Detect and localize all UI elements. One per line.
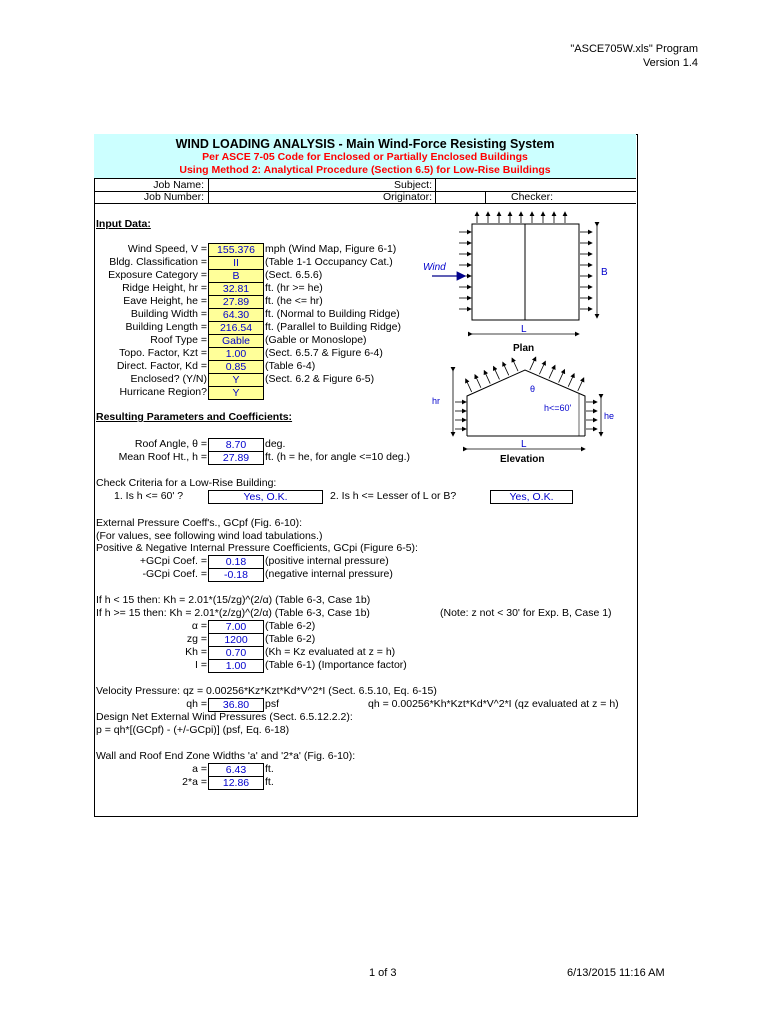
plan-left-arrows — [459, 232, 471, 309]
input-value[interactable]: Gable — [208, 334, 264, 348]
input-note: (Table 1-1 Occupancy Cat.) — [265, 256, 393, 268]
elevation-view — [432, 357, 614, 465]
sheet-subtitle-2: Using Method 2: Analytical Procedure (Section 6.5) for Low-Rise Buildings — [179, 164, 551, 176]
h60-label: h<=60' — [544, 403, 572, 413]
load-arrow — [466, 379, 472, 392]
2a-unit: ft. — [265, 776, 274, 788]
alpha-note: (Table 6-2) — [265, 620, 316, 632]
input-note: mph (Wind Map, Figure 6-1) — [265, 243, 397, 255]
input-note: ft. (hr >= he) — [265, 282, 323, 294]
load-arrow — [549, 365, 555, 378]
end-zone-heading: Wall and Roof End Zone Widths 'a' and '2*a' (Fig. 6-10): — [96, 750, 356, 762]
zg-label: zg = — [186, 633, 207, 645]
building-diagram — [415, 208, 630, 470]
subject-label: Subject: — [394, 179, 432, 191]
importance-note: (Table 6-1) (Importance factor) — [265, 659, 407, 671]
input-note: (Table 6-4) — [265, 360, 316, 372]
2a-value: 12.86 — [208, 776, 264, 790]
plan-view — [423, 212, 608, 354]
sheet-title: WIND LOADING ANALYSIS - Main Wind-Force Resisting System — [175, 137, 555, 151]
roof-angle-label: Roof Angle, θ = — [134, 438, 207, 450]
elevation-right-arrows — [586, 402, 597, 429]
load-arrow — [530, 357, 536, 370]
wind-label: Wind — [423, 262, 446, 273]
input-label: Direct. Factor, Kd = — [116, 360, 207, 372]
gcpi-neg-value: -0.18 — [208, 568, 264, 582]
zg-value: 1200 — [208, 633, 264, 647]
importance-value: 1.00 — [208, 659, 264, 673]
kh-formula-1: If h < 15 then: Kh = 2.01*(15/zg)^(2/α) (Table 6-3, Case 1b) — [96, 594, 371, 606]
elevation-label: Elevation — [500, 454, 545, 465]
load-arrow — [578, 378, 584, 391]
alpha-label: α = — [191, 620, 207, 632]
input-value[interactable]: 1.00 — [208, 347, 264, 361]
design-net-formula: p = qh*[(GCpf) - (+/-GCpi)] (psf, Eq. 6-18) — [96, 724, 290, 736]
title-box — [94, 134, 636, 179]
a-unit: ft. — [265, 763, 274, 775]
input-label: Eave Height, he = — [123, 295, 207, 307]
qh-formula: qh = 0.00256*Kh*Kzt*Kd*V^2*I (qz evaluated at z = h) — [368, 698, 619, 710]
roof-arrows — [466, 357, 584, 392]
input-note: (Gable or Monoslope) — [265, 334, 367, 346]
2a-label: 2*a = — [182, 776, 207, 788]
kh-label: Kh = — [185, 646, 207, 658]
input-note: (Sect. 6.5.7 & Figure 6-4) — [265, 347, 383, 359]
importance-label: I = — [195, 659, 207, 671]
dim-he-label: he — [604, 411, 615, 421]
input-label: Bldg. Classification = — [109, 256, 207, 268]
roof-angle-unit: deg. — [265, 438, 286, 450]
a-value: 6.43 — [208, 763, 264, 777]
input-label: Enclosed? (Y/N) — [130, 373, 207, 385]
input-value[interactable]: 64.30 — [208, 308, 264, 322]
input-label: Ridge Height, hr = — [122, 282, 207, 294]
mean-height-value: 27.89 — [208, 451, 264, 465]
int-coeff-heading: Positive & Negative Internal Pressure Coefficients, GCpi (Figure 6-5): — [96, 542, 418, 554]
a-label: a = — [192, 763, 207, 775]
load-arrow — [512, 358, 518, 371]
dim-l-label-elev: L — [521, 439, 527, 450]
print-date: 6/13/2015 11:16 AM — [567, 967, 665, 979]
input-value[interactable]: 155.376 — [208, 243, 264, 257]
qh-unit: psf — [265, 698, 280, 710]
design-net-heading: Design Net External Wind Pressures (Sect. 6.5.12.2.2): — [96, 711, 353, 723]
ext-coeff-note: (For values, see following wind load tabulations.) — [96, 530, 323, 542]
job-name-label: Job Name: — [153, 179, 204, 191]
sheet-subtitle-1: Per ASCE 7-05 Code for Enclosed or Partially Enclosed Buildings — [202, 151, 528, 163]
input-value[interactable]: B — [208, 269, 264, 283]
plan-right-arrows — [580, 232, 592, 309]
input-note: ft. (he <= hr) — [265, 295, 323, 307]
input-value[interactable]: 0.85 — [208, 360, 264, 374]
input-label: Topo. Factor, Kzt = — [119, 347, 207, 359]
input-label: Wind Speed, V = — [127, 243, 207, 255]
input-value[interactable]: 27.89 — [208, 295, 264, 309]
criteria-1-label: 1. Is h <= 60' ? — [114, 490, 184, 502]
dim-b-label: B — [601, 267, 608, 278]
job-col-1 — [208, 178, 209, 203]
input-label: Roof Type = — [150, 334, 207, 346]
load-arrow — [475, 375, 481, 388]
plan-label: Plan — [513, 343, 535, 354]
dim-l-label-plan: L — [521, 324, 527, 335]
kh-value: 0.70 — [208, 646, 264, 660]
input-label: Building Length = — [125, 321, 207, 333]
theta-label: θ — [530, 384, 536, 394]
input-value[interactable]: II — [208, 256, 264, 270]
ext-coeff-heading: External Pressure Coeff's., GCpf (Fig. 6-10): — [96, 517, 303, 529]
page-number: 1 of 3 — [369, 967, 397, 979]
criteria-heading: Check Criteria for a Low-Rise Building: — [96, 477, 277, 489]
zg-note: (Table 6-2) — [265, 633, 316, 645]
input-heading: Input Data: — [96, 218, 151, 230]
load-arrow — [559, 370, 565, 383]
kh-note: (Note: z not < 30' for Exp. B, Case 1) — [440, 607, 612, 619]
load-arrow — [539, 361, 545, 374]
criteria-1-value: Yes, O.K. — [208, 490, 323, 504]
originator-label: Originator: — [382, 191, 432, 203]
load-arrow — [503, 362, 509, 375]
input-value[interactable]: 32.81 — [208, 282, 264, 296]
criteria-2-value: Yes, O.K. — [490, 490, 573, 504]
velocity-pressure-heading: Velocity Pressure: qz = 0.00256*Kz*Kzt*Kd*V^2*I (Sect. 6.5.10, Eq. 6-15) — [96, 685, 437, 697]
gcpi-pos-label: +GCpi Coef. = — [139, 555, 207, 567]
input-note: (Sect. 6.2 & Figure 6-5) — [265, 373, 375, 385]
elevation-left-arrows — [455, 402, 466, 429]
input-label: Hurricane Region? — [119, 386, 207, 398]
gcpi-neg-label: -GCpi Coef. = — [142, 568, 207, 580]
gcpi-pos-note: (positive internal pressure) — [265, 555, 389, 567]
job-number-label: Job Number: — [143, 191, 204, 203]
program-name: "ASCE705W.xls" Program — [570, 43, 698, 55]
input-note: ft. (Parallel to Building Ridge) — [265, 321, 401, 333]
load-arrow — [493, 366, 499, 379]
criteria-2-label: 2. Is h <= Lesser of L or B? — [330, 490, 457, 502]
results-heading: Resulting Parameters and Coefficients: — [96, 411, 293, 423]
load-arrow — [568, 374, 574, 387]
kh-value-note: (Kh = Kz evaluated at z = h) — [265, 646, 396, 658]
checker-label: Checker: — [510, 191, 553, 203]
load-arrow — [484, 371, 490, 384]
gcpi-neg-note: (negative internal pressure) — [265, 568, 393, 580]
job-col-2 — [435, 178, 436, 203]
input-value[interactable]: Y — [208, 386, 264, 400]
roof-angle-value: 8.70 — [208, 438, 264, 452]
mean-height-label: Mean Roof Ht., h = — [118, 451, 207, 463]
alpha-value: 7.00 — [208, 620, 264, 634]
gcpi-pos-value: 0.18 — [208, 555, 264, 569]
dim-hr-label: hr — [432, 396, 441, 406]
qh-value: 36.80 — [208, 698, 264, 712]
input-note: ft. (Normal to Building Ridge) — [265, 308, 400, 320]
plan-top-arrows — [477, 212, 565, 223]
qh-label: qh = — [186, 698, 207, 710]
kh-formula-2: If h >= 15 then: Kh = 2.01*(z/zg)^(2/α) (Table 6-3, Case 1b) — [96, 607, 370, 619]
input-value[interactable]: 216.54 — [208, 321, 264, 335]
input-value[interactable]: Y — [208, 373, 264, 387]
input-label: Building Width = — [130, 308, 207, 320]
input-note: (Sect. 6.5.6) — [265, 269, 323, 281]
program-version: Version 1.4 — [642, 57, 698, 69]
mean-height-note: ft. (h = he, for angle <=10 deg.) — [265, 451, 411, 463]
input-label: Exposure Category = — [108, 269, 207, 281]
